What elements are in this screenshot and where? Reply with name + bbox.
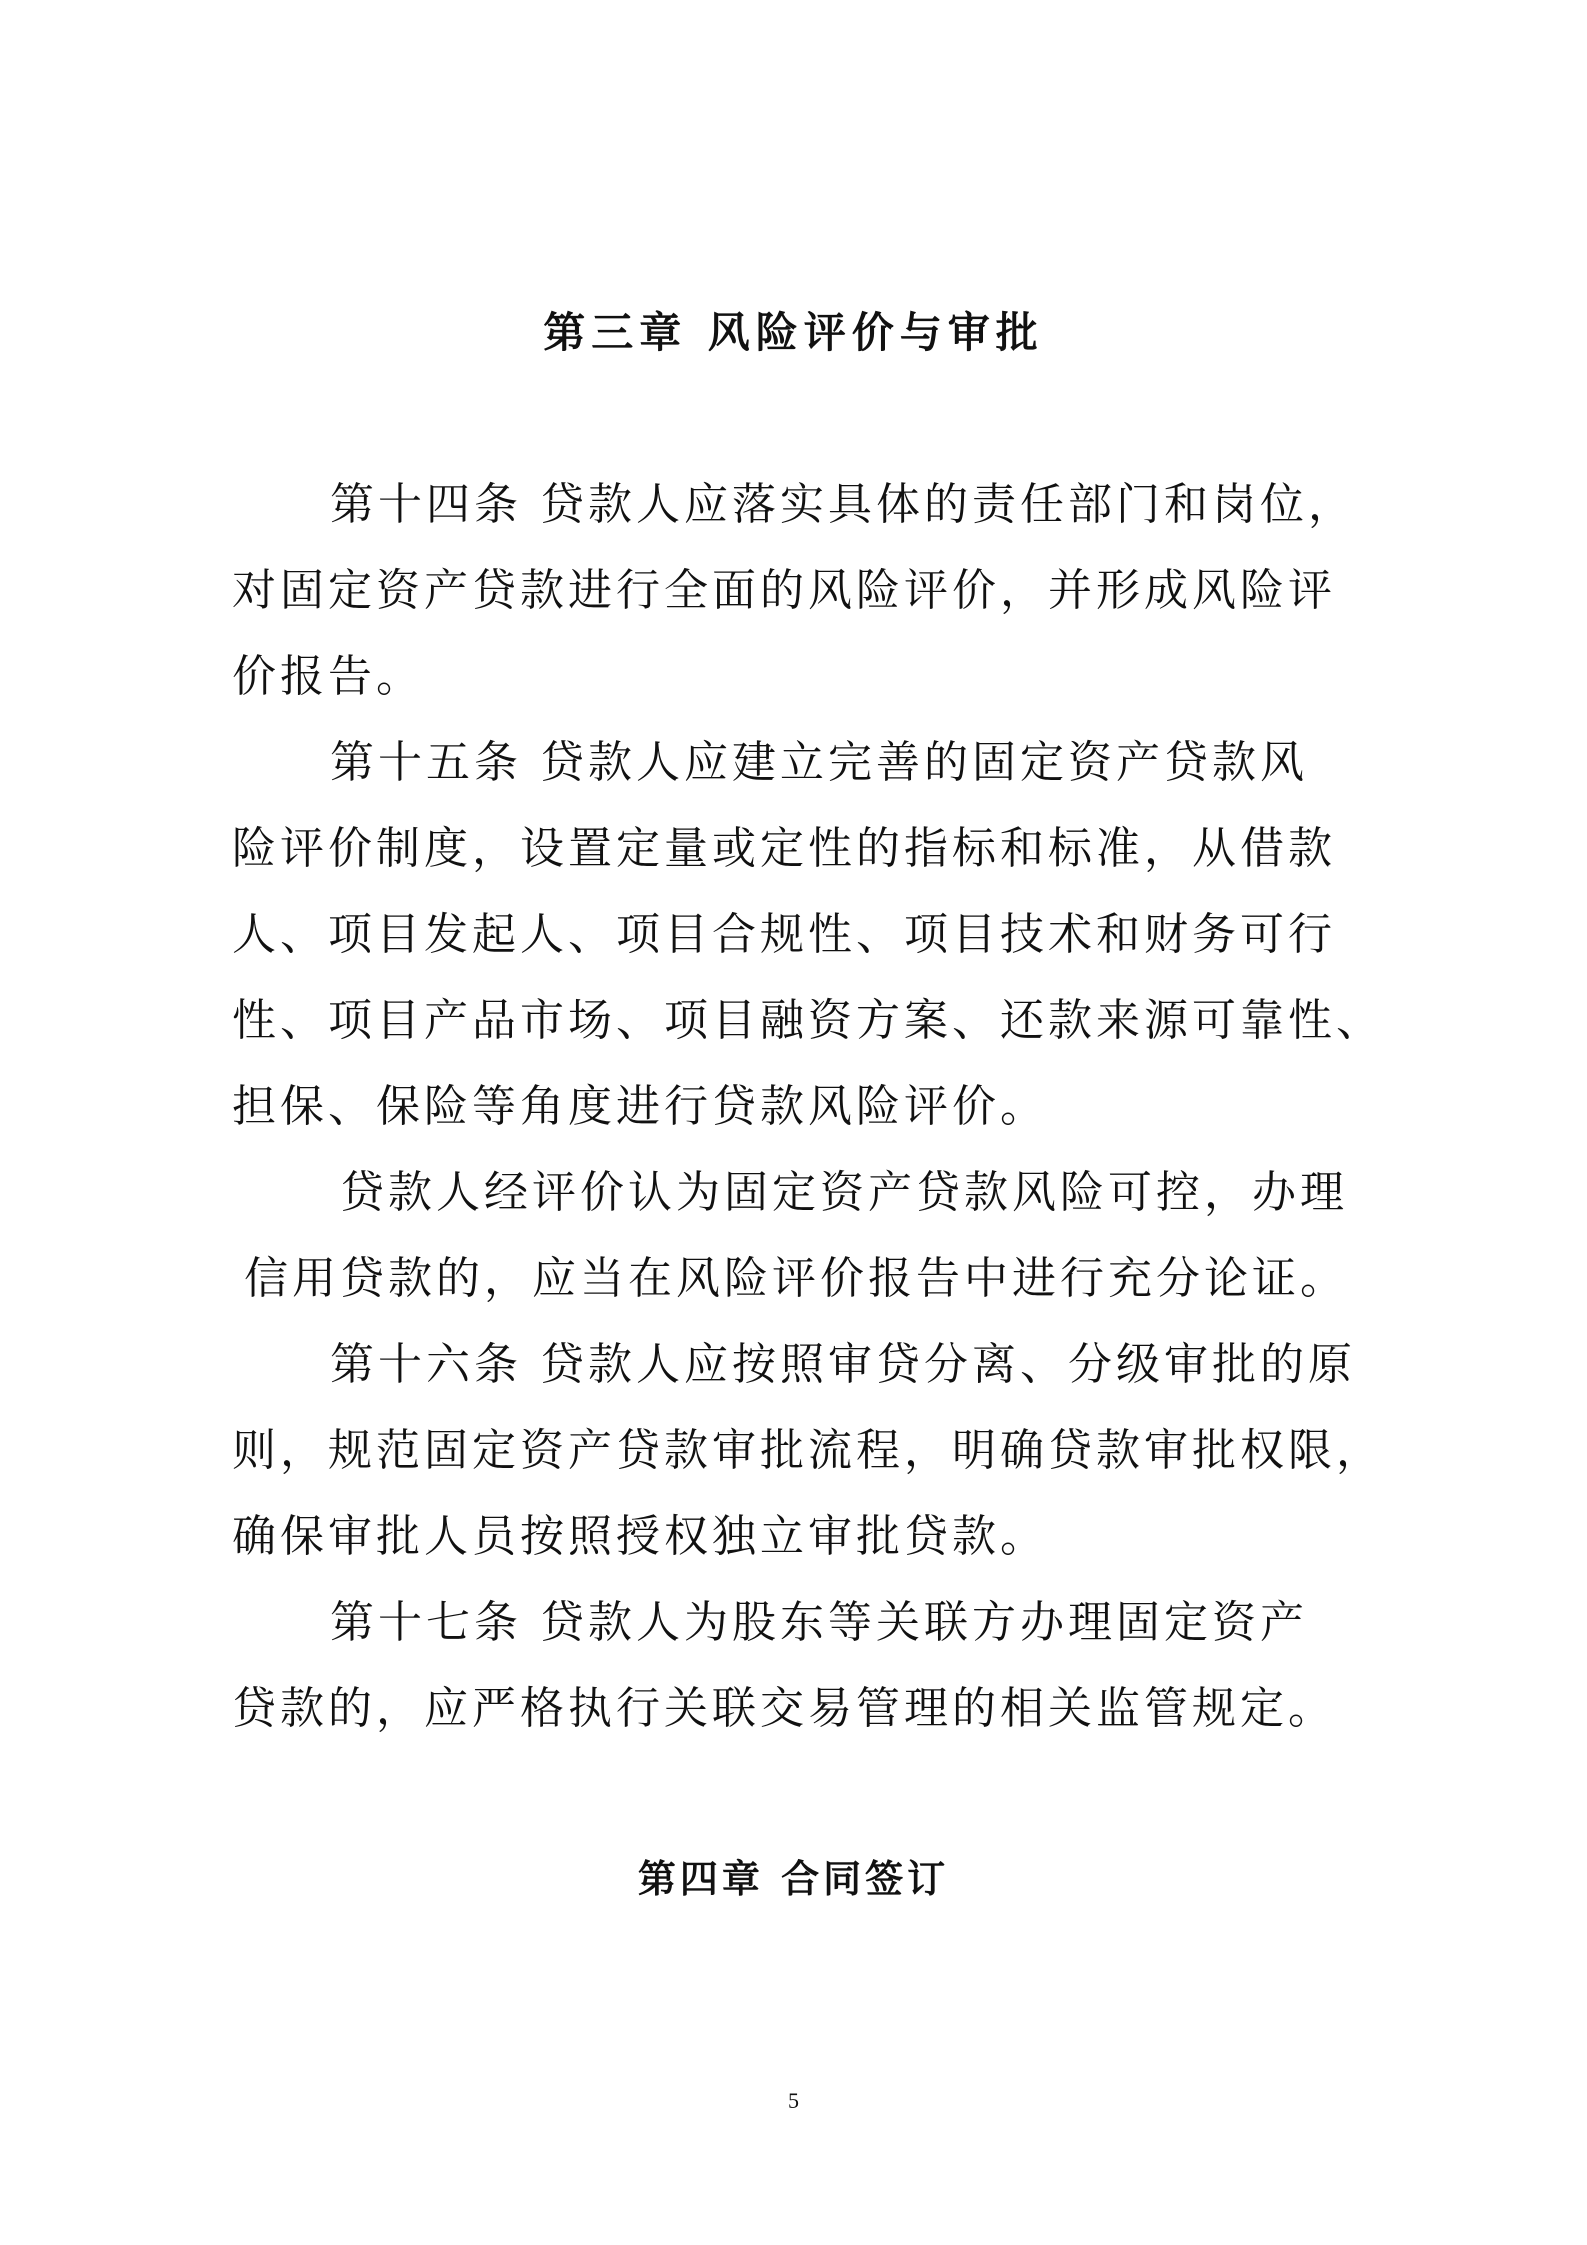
article-16-line-3: 确保审批人员按照授权独立审批贷款。: [232, 1511, 1048, 1562]
article-15-paragraph-2: [232, 1150, 1352, 1322]
article-14-line-3: 价报告。: [232, 651, 424, 702]
article-17-line-2: 贷款的，应严格执行关联交易管理的相关监管规定。: [232, 1683, 1336, 1734]
article-14-line-2: 对固定资产贷款进行全面的风险评价，并形成风险评: [232, 565, 1336, 616]
article-16: [232, 1322, 1384, 1580]
article-15-line-5: 担保、保险等角度进行贷款风险评价。: [232, 1081, 1048, 1132]
article-16-line-2: 则，规范固定资产贷款审批流程，明确贷款审批权限，: [232, 1425, 1384, 1476]
article-16-line-1: 第十六条 贷款人应按照审贷分离、分级审批的原: [330, 1339, 1356, 1390]
article-15-paragraph-2-line-2: 信用贷款的，应当在风险评价报告中进行充分论证。: [244, 1253, 1348, 1304]
article-15-line-4: 性、项目产品市场、项目融资方案、还款来源可靠性、: [232, 995, 1384, 1046]
article-14: [232, 462, 1356, 720]
page-number: 5: [788, 2088, 799, 2113]
article-15-line-2: 险评价制度，设置定量或定性的指标和标准，从借款: [232, 823, 1336, 874]
article-15-line-3: 人、项目发起人、项目合规性、项目技术和财务可行: [232, 909, 1336, 960]
article-15-line-1: 第十五条 贷款人应建立完善的固定资产贷款风: [330, 737, 1308, 788]
article-15-paragraph-2-line-1: 贷款人经评价认为固定资产贷款风险可控，办理: [340, 1167, 1348, 1218]
chapter-4-title: 第四章 合同签订: [637, 1856, 950, 1901]
chapter-3-title: 第三章 风险评价与审批: [543, 308, 1044, 357]
article-17-line-1: 第十七条 贷款人为股东等关联方办理固定资产: [330, 1597, 1308, 1648]
article-14-line-1: 第十四条 贷款人应落实具体的责任部门和岗位，: [330, 479, 1356, 530]
article-15: [232, 720, 1384, 1150]
article-17: [232, 1580, 1352, 1752]
